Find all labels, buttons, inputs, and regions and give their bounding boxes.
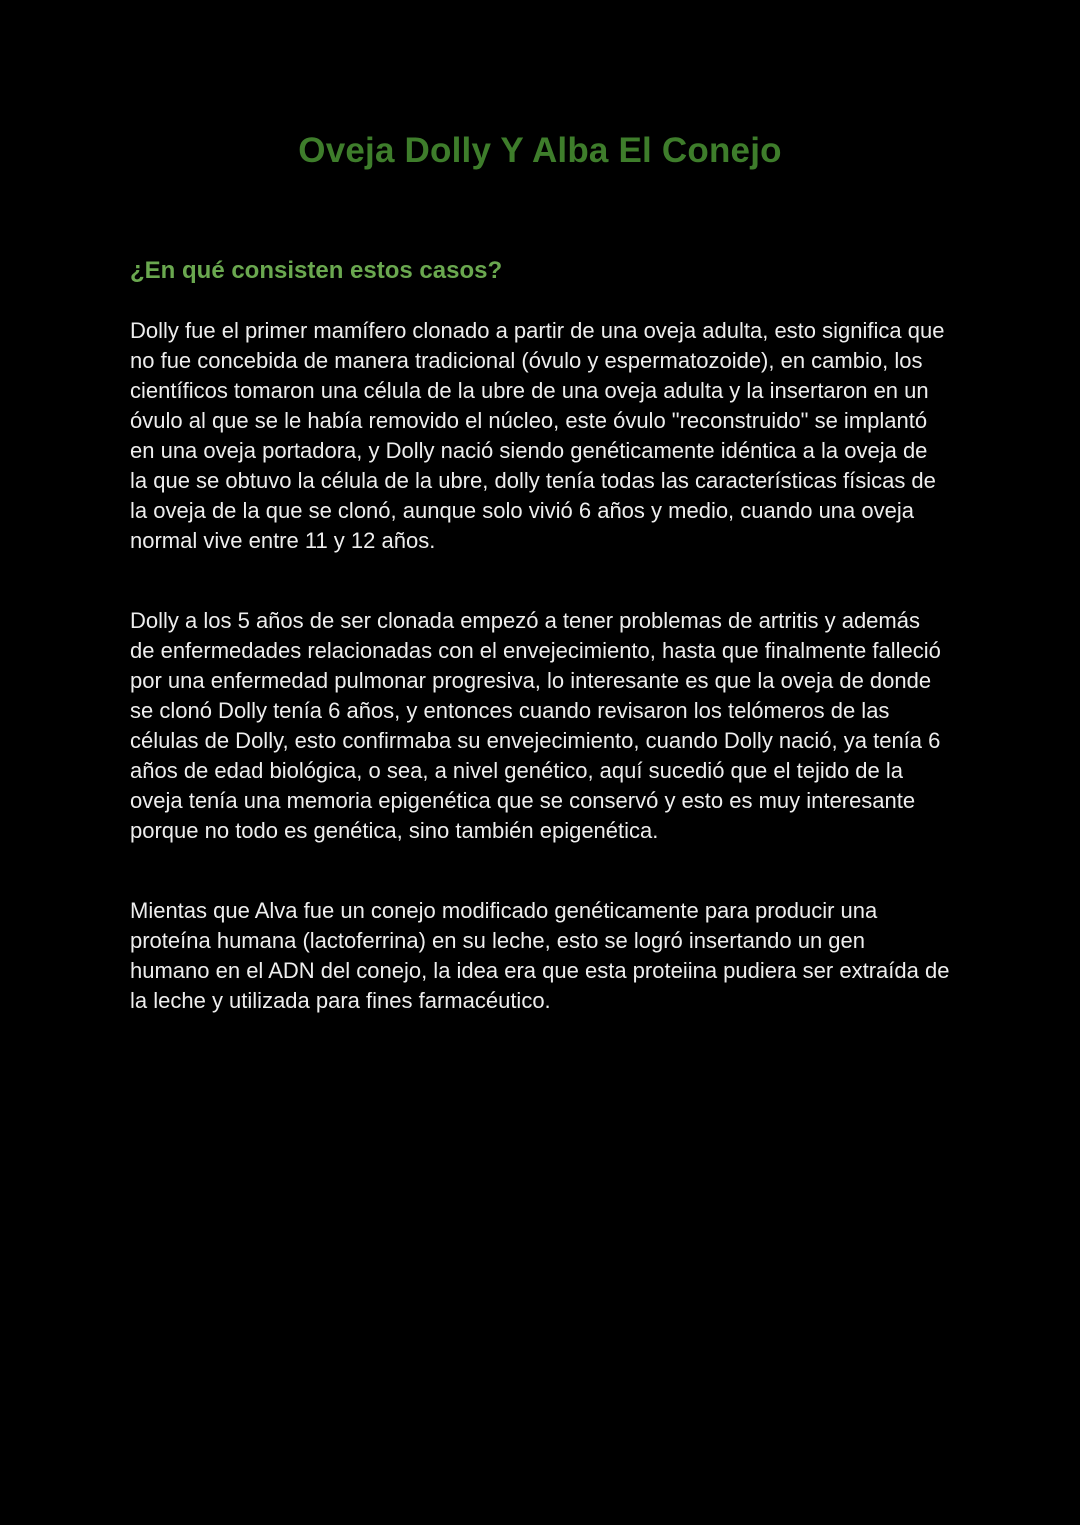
paragraph-dolly-intro: Dolly fue el primer mamífero clonado a partir de una oveja adulta, esto significa que no fue concebida de manera tradicional (óvulo y espermatozoide), en cambio, los científicos tomaron una célula de la ubre de una oveja adulta y la insertaron en un óvulo al que se le había removido el núcleo, este óvulo "reconstruido" se implantó en una oveja portadora, y Dolly nació siendo genéticamente idéntica a la oveja de la que se obtuvo la célula de la ubre, dolly tenía todas las características físicas de la oveja de la que se clonó, aunque solo vivió 6 años y medio, cuando una oveja normal vive entre 11 y 12 años. — [130, 318, 945, 553]
paragraph-alba-rabbit: Mientas que Alva fue un conejo modificado genéticamente para producir una proteína humana (lactoferrina) en su leche, esto se logró insertando un gen humano en el ADN del conejo, la idea era que esta proteiina pudiera ser extraída de la leche y utilizada para fines farmacéutico. — [130, 898, 950, 1013]
paragraph-dolly-aging: Dolly a los 5 años de ser clonada empezó a tener problemas de artritis y además de enfermedades relacionadas con el envejecimiento, hasta que finalmente falleció por una enfermedad pulmonar progresiva, lo interesante es que la oveja de donde se clonó Dolly tenía 6 años, y entonces cuando revisaron los telómeros de las células de Dolly, esto confirmaba su envejecimiento, cuando Dolly nació, ya tenía 6 años de edad biológica, o sea, a nivel genético, aquí sucedió que el tejido de la oveja tenía una memoria epigenética que se conservó y esto es muy interesante porque no todo es genética, sino también epigenética. — [130, 608, 941, 843]
section-heading: ¿En qué consisten estos casos? — [130, 257, 503, 284]
page-title: Oveja Dolly Y Alba El Conejo — [298, 131, 782, 170]
